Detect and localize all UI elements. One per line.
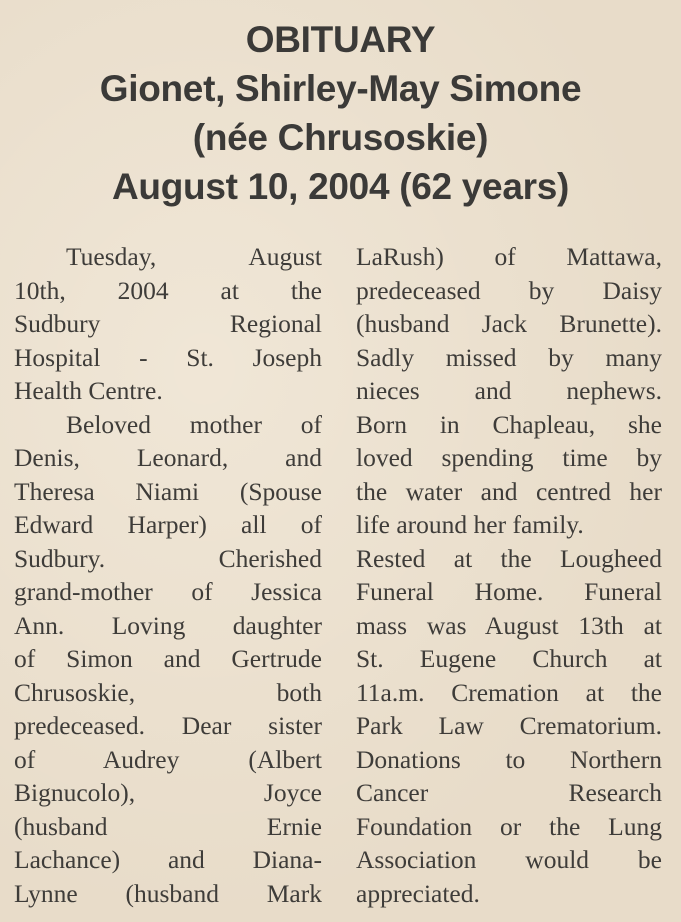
text-line: of Simon and Gertrude (14, 644, 322, 673)
maiden-name: (née Chrusoskie) (192, 117, 489, 158)
text-line: Edward Harper) all of (14, 510, 322, 539)
text-line: Born in Chapleau, she (356, 409, 662, 439)
text-line: Cancer Research (356, 778, 662, 807)
obituary-heading: OBITUARY (245, 19, 436, 60)
text-line: Sudbury. Cherished (14, 543, 322, 573)
text-line: Denis, Leonard, and (14, 443, 322, 472)
text-line: Rested at the Lougheed (356, 543, 662, 573)
text-line: Hospital - St. Joseph (14, 342, 322, 372)
text-line: Foundation or the Lung (356, 811, 662, 841)
text-line: Beloved mother of (66, 409, 322, 439)
text-line: Park Law Crematorium. (356, 711, 662, 740)
text-line: Lynne (husband Mark (14, 878, 322, 908)
text-line: 11a.m. Cremation at the (356, 677, 662, 707)
text-line: (husband Jack Brunette). (356, 309, 662, 338)
text-line: Health Centre. (14, 376, 163, 405)
text-line: Theresa Niami (Spouse (14, 476, 322, 506)
text-line: Tuesday, August (66, 242, 322, 271)
text-line: Sadly missed by many (356, 342, 662, 372)
deceased-name: Gionet, Shirley-May Simone (99, 68, 582, 109)
text-line: (husband Ernie (14, 811, 322, 841)
text-line: predeceased by Daisy (356, 275, 662, 305)
text-line: nieces and nephews. (356, 376, 662, 405)
text-line: Donations to Northern (356, 744, 662, 774)
text-line: appreciated. (356, 878, 480, 908)
text-line: mass was August 13th at (356, 610, 662, 640)
text-line: of Audrey (Albert (14, 744, 322, 774)
text-line: life around her family. (356, 510, 584, 539)
text-line: Funeral Home. Funeral (356, 577, 662, 606)
text-line: Lachance) and Diana- (14, 845, 322, 874)
text-line: 10th, 2004 at the (14, 275, 322, 305)
text-line: LaRush) of Mattawa, (356, 242, 662, 271)
obituary-column-right (356, 240, 662, 910)
text-line: grand-mother of Jessica (14, 577, 322, 606)
text-line: St. Eugene Church at (356, 644, 662, 673)
obituary-column-left (14, 240, 322, 910)
text-line: Chrusoskie, both (14, 677, 322, 707)
text-line: loved spending time by (356, 443, 662, 472)
text-line: the water and centred her (356, 476, 662, 506)
text-line: Bignucolo), Joyce (14, 778, 322, 807)
text-line: predeceased. Dear sister (14, 711, 322, 740)
date-and-age: August 10, 2004 (62 years) (112, 166, 569, 207)
text-line: Association would be (356, 845, 662, 874)
text-line: Sudbury Regional (14, 309, 322, 338)
text-line: Ann. Loving daughter (14, 610, 322, 640)
